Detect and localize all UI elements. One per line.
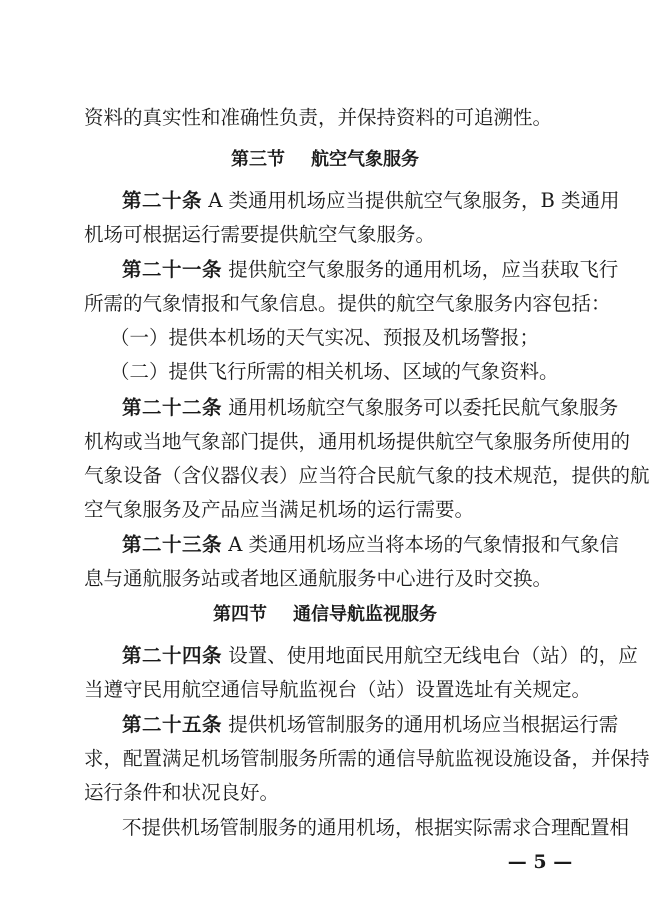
article-25-line-1 [122, 707, 619, 743]
article-22-line-1 [122, 390, 619, 426]
article-label: 第二十三条 [122, 533, 223, 556]
article-text: 设置、使用地面民用航空无线电台（站）的，应 [228, 644, 638, 667]
article-20-line-2: 机场可根据运行需要提供航空气象服务。 [84, 223, 436, 246]
continuation-text: 资料的真实性和准确性负责，并保持资料的可追溯性。 [84, 106, 553, 129]
article-21-line-1 [122, 252, 619, 288]
article-23-line-1 [122, 527, 619, 563]
article-22-line-2: 机构或当地气象部门提供，通用机场提供航空气象服务所使用的 [84, 430, 631, 453]
article-23-line-2: 息与通航服务站或者地区通航服务中心进行及时交换。 [84, 567, 553, 590]
article-text: 提供航空气象服务的通用机场，应当获取飞行 [228, 258, 619, 281]
article-25-line-2: 求，配置满足机场管制服务所需的通信导航监视设施设备，并保持 [84, 747, 650, 770]
article-label: 第二十条 [122, 189, 203, 212]
article-25-paragraph-2: 不提供机场管制服务的通用机场，根据实际需求合理配置相 [122, 816, 630, 839]
section-heading-4 [0, 600, 650, 630]
article-24-line-1 [122, 638, 638, 674]
page-number: — 5 — [507, 851, 573, 873]
article-22-line-3: 气象设备（含仪器仪表）应当符合民航气象的技术规范，提供的航 [84, 464, 650, 487]
article-text: 通用机场航空气象服务可以委托民航气象服务 [228, 396, 619, 419]
article-21-item-1: （一）提供本机场的天气实况、预报及机场警报； [110, 326, 540, 349]
article-label: 第二十五条 [122, 713, 223, 736]
article-label: 第二十二条 [122, 396, 223, 419]
article-24-line-2: 当遵守民用航空通信导航监视台（站）设置选址有关规定。 [84, 678, 592, 701]
section-title: 航空气象服务 [311, 149, 419, 170]
article-20-line-1 [122, 183, 620, 219]
section-heading-3 [0, 145, 650, 175]
article-21-line-2: 所需的气象情报和气象信息。提供的航空气象服务内容包括： [84, 292, 611, 315]
article-25-line-3: 运行条件和状况良好。 [84, 781, 280, 804]
article-text: 提供机场管制服务的通用机场应当根据运行需 [228, 713, 619, 736]
article-label: 第二十四条 [122, 644, 223, 667]
section-title: 通信导航监视服务 [293, 604, 437, 625]
article-21-item-2: （二）提供飞行所需的相关机场、区域的气象资料。 [110, 360, 559, 383]
article-label: 第二十一条 [122, 258, 223, 281]
section-number: 第三节 [231, 149, 285, 170]
section-number: 第四节 [213, 604, 267, 625]
article-22-line-4: 空气象服务及产品应当满足机场的运行需要。 [84, 498, 475, 521]
article-text: A 类通用机场应当提供航空气象服务，B 类通用 [208, 189, 620, 212]
article-text: A 类通用机场应当将本场的气象情报和气象信 [228, 533, 619, 556]
